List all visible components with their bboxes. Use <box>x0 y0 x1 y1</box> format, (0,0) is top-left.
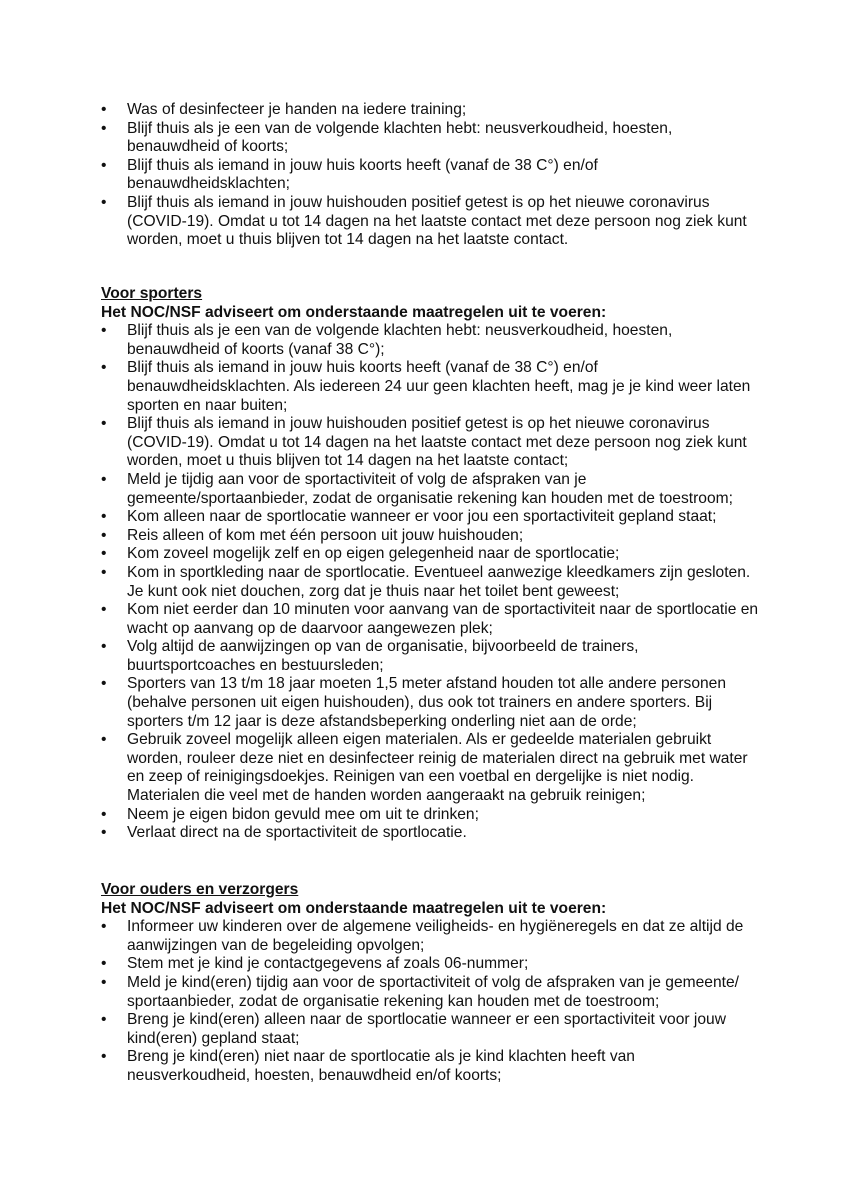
bullet-icon: • <box>101 508 107 526</box>
list-item-text: Blijf thuis als iemand in jouw huishouden positief getest is op het nieuwe coronavirus (COVID-19). Omdat u tot 14 dagen na het laatste contact met deze persoon nog ziek kunt worden, moet u thuis blijven tot 14 dagen na het laatste contact; <box>127 415 747 470</box>
list-item-text: Stem met je kind je contactgegevens af zoals 06-nummer; <box>127 955 529 973</box>
list-item-text: Meld je kind(eren) tijdig aan voor de sportactiviteit of volg de afspraken van je gemeente/ sportaanbieder, zodat de organisatie rekening kan houden met de toestroom; <box>127 973 739 1010</box>
list-item <box>101 918 761 955</box>
list-item-text: Blijf thuis als je een van de volgende klachten hebt: neusverkoudheid, hoesten, benauwdheid of koorts; <box>127 119 673 156</box>
bullet-icon: • <box>101 119 107 137</box>
list-item-text: Kom in sportkleding naar de sportlocatie. Eventueel aanwezige kleedkamers zijn gesloten. Je kunt ook niet douchen, zorg dat je thuis naar het toilet bent geweest; <box>127 563 751 600</box>
bullet-icon: • <box>101 805 107 823</box>
list-item-text: Meld je tijdig aan voor de sportactiviteit of volg de afspraken van je gemeente/sportaanbieder, zodat de organisatie rekening kan houden met de toestroom; <box>127 470 733 507</box>
list-item <box>101 824 761 843</box>
list-item <box>101 806 761 825</box>
sporters-bullet-list <box>101 322 761 843</box>
list-item-text: Gebruik zoveel mogelijk alleen eigen materialen. Als er gedeelde materialen gebruikt worden, rouleer deze niet en desinfecteer reinig de materialen direct na gebruik met water en zeep of reinigingsdoekjes. Reinigen van een voetbal en dergelijke is niet nodig. Materialen die veel met de handen worden aangeraakt na gebruik reinigen; <box>127 731 748 805</box>
list-item-text: Sporters van 13 t/m 18 jaar moeten 1,5 meter afstand houden tot alle andere personen (behalve personen uit eigen huishouden), dus ook tot trainers en andere sporters. Bij sporters t/m 12 jaar is deze afstandsbeperking onderling niet aan de orde; <box>127 675 727 730</box>
bullet-icon: • <box>101 731 107 749</box>
bullet-icon: • <box>101 918 107 936</box>
list-item-text: Breng je kind(eren) niet naar de sportlocatie als je kind klachten heeft van neusverkoudheid, hoesten, benauwdheid en/of koorts; <box>127 1048 635 1084</box>
list-item-text: Kom niet eerder dan 10 minuten voor aanvang van de sportactiviteit naar de sportlocatie en wacht op aanvang op de daarvoor aangewezen plek; <box>127 601 759 637</box>
bullet-icon: • <box>101 1011 107 1029</box>
bullet-icon: • <box>101 101 107 118</box>
list-item-text: Blijf thuis als iemand in jouw huishouden positief getest is op het nieuwe coronavirus (COVID-19). Omdat u tot 14 dagen na het laatste contact met deze persoon nog ziek kunt worden, moet u thuis blijven tot 14 dagen na het laatste contact. <box>127 193 747 249</box>
list-item <box>101 415 761 471</box>
bullet-icon: • <box>101 193 107 211</box>
bullet-icon: • <box>101 824 107 842</box>
list-item <box>101 974 761 1011</box>
intro-bullet-list <box>101 101 761 250</box>
list-item-text: Blijf thuis als iemand in jouw huis koorts heeft (vanaf de 38 C°) en/of benauwdheidsklachten; <box>127 156 598 193</box>
list-item <box>101 545 761 564</box>
list-item-text: Breng je kind(eren) alleen naar de sportlocatie wanneer er een sportactiviteit voor jouw kind(eren) gepland staat; <box>127 1011 726 1047</box>
bullet-icon: • <box>101 156 107 174</box>
list-item <box>101 731 761 805</box>
bullet-icon: • <box>101 563 107 581</box>
bullet-icon: • <box>101 470 107 488</box>
list-item <box>101 322 761 359</box>
bullet-icon: • <box>101 415 107 433</box>
list-item-text: Kom zoveel mogelijk zelf en op eigen gelegenheid naar de sportlocatie; <box>127 545 620 563</box>
list-item <box>101 638 761 675</box>
bullet-icon: • <box>101 526 107 544</box>
bullet-icon: • <box>101 359 107 377</box>
bullet-icon: • <box>101 955 107 973</box>
section-subheading: Het NOC/NSF adviseert om onderstaande maatregelen uit te voeren: <box>101 303 607 321</box>
list-item <box>101 601 761 638</box>
list-item-text: Neem je eigen bidon gevuld mee om uit te drinken; <box>127 805 479 823</box>
section-heading: Voor sporters <box>101 285 203 302</box>
list-item-text: Informeer uw kinderen over de algemene veiligheids- en hygiëneregels en dat ze altijd de aanwijzingen van de begeleiding opvolgen; <box>127 918 744 954</box>
intro-measures-section <box>101 101 761 250</box>
list-item <box>101 157 761 194</box>
bullet-icon: • <box>101 638 107 656</box>
section-heading: Voor ouders en verzorgers <box>101 881 299 898</box>
bullet-icon: • <box>101 973 107 991</box>
list-item-text: Reis alleen of kom met één persoon uit jouw huishouden; <box>127 526 524 544</box>
bullet-icon: • <box>101 545 107 563</box>
list-item-text: Was of desinfecteer je handen na iedere training; <box>127 101 467 118</box>
ouders-bullet-list <box>101 918 761 1085</box>
list-item-text: Kom alleen naar de sportlocatie wanneer er voor jou een sportactiviteit gepland staat; <box>127 508 717 526</box>
list-item <box>101 120 761 157</box>
list-item <box>101 508 761 527</box>
list-item <box>101 955 761 974</box>
list-item <box>101 564 761 601</box>
list-item <box>101 194 761 250</box>
list-item-text: Blijf thuis als iemand in jouw huis koorts heeft (vanaf de 38 C°) en/of benauwdheidsklachten. Als iedereen 24 uur geen klachten heeft, mag je je kind weer laten sporten en naar buiten; <box>127 359 751 414</box>
list-item <box>101 471 761 508</box>
list-item-text: Verlaat direct na de sportactiviteit de sportlocatie. <box>127 824 467 842</box>
list-item <box>101 675 761 731</box>
list-item <box>101 1048 761 1085</box>
bullet-icon: • <box>101 322 107 340</box>
list-item <box>101 1011 761 1048</box>
list-item-text: Blijf thuis als je een van de volgende klachten hebt: neusverkoudheid, hoesten, benauwdheid of koorts (vanaf 38 C°); <box>127 322 673 358</box>
bullet-icon: • <box>101 601 107 619</box>
bullet-icon: • <box>101 1048 107 1066</box>
section-subheading: Het NOC/NSF adviseert om onderstaande maatregelen uit te voeren: <box>101 899 607 917</box>
bullet-icon: • <box>101 675 107 693</box>
list-item <box>101 359 761 415</box>
list-item-text: Volg altijd de aanwijzingen op van de organisatie, bijvoorbeeld de trainers, buurtsportcoaches en bestuursleden; <box>127 638 639 674</box>
list-item <box>101 101 761 120</box>
sporters-section <box>101 285 761 843</box>
list-item <box>101 527 761 546</box>
ouders-section <box>101 881 761 1086</box>
